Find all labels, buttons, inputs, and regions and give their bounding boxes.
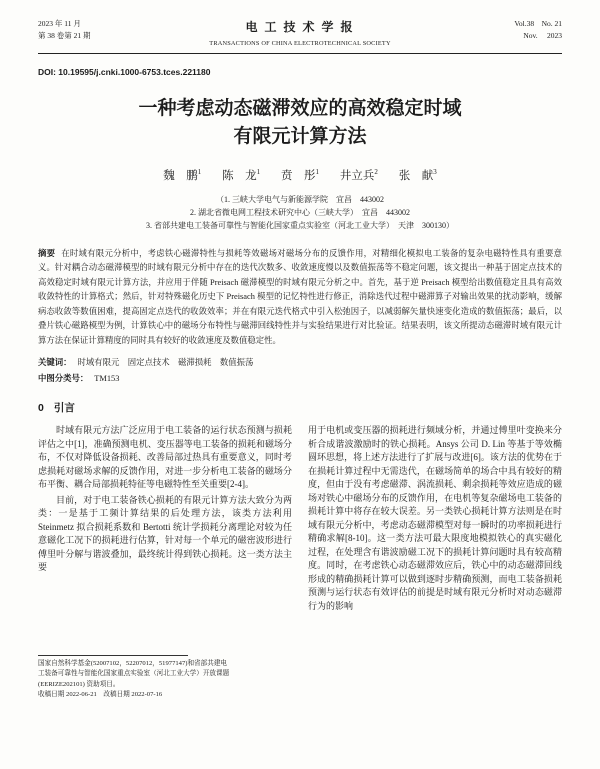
body-paragraph: 时域有限元方法广泛应用于电工装备的运行状态预测与损耗评估之中[1]，准确预测电机、变压器等电工装备的损耗和磁场分布，不仅对降低设备损耗、改善局部过热具有重要意义，同时考虑损耗对磁场求解的反馈作用，对进一步分析电工装备的磁场分布平衡、耦合局部损耗特征等电磁特性至关重要[2-4]。 bbox=[38, 425, 292, 489]
footnote-line: 国家自然科学基金(52007102，52207012，51977147)和省部共建电 bbox=[38, 660, 228, 668]
funding-footnote bbox=[38, 655, 292, 700]
issue-info-left bbox=[38, 18, 158, 41]
header-divider bbox=[38, 53, 562, 54]
author-list bbox=[38, 167, 562, 183]
paper-title-line1: 一种考虑动态磁滞效应的高效稳定时域 bbox=[138, 98, 462, 120]
journal-name-cn: 电 工 技 术 学 报 bbox=[245, 20, 355, 34]
author-name: 魏 鹏 bbox=[163, 170, 198, 183]
journal-name-en: TRANSACTIONS OF CHINA ELECTROTECHNICAL SOCIETY bbox=[209, 39, 391, 47]
issue-volume-cn: 第 38 卷第 21 期 bbox=[38, 30, 91, 40]
author-name: 贲 彤 bbox=[281, 170, 316, 183]
author bbox=[281, 170, 319, 182]
doi-line: DOI: 10.19595/j.cnki.1000-6753.tces.221180 bbox=[38, 67, 211, 78]
abstract-label: 摘要 bbox=[38, 247, 56, 258]
affiliation: 2. 湖北省微电网工程技术研究中心（三峡大学） 宜昌 443002 bbox=[190, 208, 410, 218]
paper-title-line2: 有限元计算方法 bbox=[233, 125, 367, 147]
body-column-left bbox=[38, 424, 292, 700]
journal-name-block bbox=[158, 18, 442, 48]
author bbox=[222, 170, 260, 182]
issue-month-en: Nov. 2023 bbox=[523, 30, 562, 40]
keywords-text: 时域有限元 固定点技术 磁滞损耗 数值振荡 bbox=[77, 358, 254, 367]
author bbox=[399, 170, 437, 182]
section-heading-introduction bbox=[38, 400, 562, 415]
footnote-divider bbox=[38, 655, 188, 656]
clc-number bbox=[38, 372, 562, 384]
author-name: 陈 龙 bbox=[222, 170, 257, 183]
clc-text: TM153 bbox=[94, 374, 120, 383]
footnote-line: (EERIZE202101) 资助项目。 bbox=[38, 680, 120, 688]
section-title: 引言 bbox=[53, 402, 75, 414]
keywords bbox=[38, 356, 562, 368]
author-name: 张 献 bbox=[398, 170, 434, 183]
footnote-dates: 收稿日期 2022-06-21 改稿日期 2022-07-16 bbox=[38, 690, 163, 698]
affiliation-list bbox=[38, 194, 562, 232]
left-column-paragraphs bbox=[38, 424, 292, 651]
author bbox=[340, 170, 378, 182]
author-affil-sup: 3 bbox=[433, 168, 437, 177]
issue-volume-en: Vol.38 No. 21 bbox=[514, 19, 562, 28]
footnote-line: 工装备可靠性与智能化国家重点实验室（河北工业大学）开放课题 bbox=[38, 670, 230, 678]
issue-info-right bbox=[442, 18, 562, 41]
body-paragraph: 目前，对于电工装备铁心损耗的有限元计算方法大致分为两类：一是基于工频计算结果的后处理方法，该类方法利用 Steinmetz 拟合损耗系数和 Bertotti 统计学损耗分离理论对较为任意磁化工况下的损耗进行估算，针对每一个单元的磁密波形进行傅里叶分解与谐波叠加，最终统计得到铁心损耗。这一类方法主要 bbox=[38, 494, 292, 572]
author-affil-sup: 1 bbox=[315, 168, 319, 177]
author-affil-sup: 1 bbox=[197, 168, 202, 177]
author-name: 井立兵 bbox=[339, 170, 375, 183]
author-affil-sup: 2 bbox=[374, 168, 378, 177]
abstract bbox=[38, 246, 562, 348]
issue-date: 2023 年 11 月 bbox=[38, 19, 81, 28]
running-head bbox=[38, 18, 562, 48]
keywords-label: 关键词： bbox=[38, 357, 72, 367]
author-affil-sup: 1 bbox=[256, 168, 261, 177]
section-number: 0 bbox=[38, 402, 44, 414]
body-columns bbox=[38, 424, 562, 700]
author bbox=[163, 170, 201, 182]
clc-label: 中图分类号： bbox=[38, 373, 89, 383]
body-column-right bbox=[308, 424, 562, 700]
affiliation: （1. 三峡大学电气与新能源学院 宜昌 443002 bbox=[216, 195, 384, 205]
paper-title bbox=[38, 95, 562, 150]
affiliation: 3. 省部共建电工装备可靠性与智能化国家重点实验室（河北工业大学） 天津 300130） bbox=[146, 221, 454, 231]
body-paragraph: 用于电机或变压器的损耗进行频域分析，并通过傅里叶变换来分析合成谐波激励时的铁心损耗。Ansys 公司 D. Lin 等基于等效椭圆环思想，将上述方法进行了扩展与改进[6]。该方法的优势在于在损耗计算过程中无需迭代，在磁场简单的场合中具有较好的精度，但由于没有考虑磁滞、涡流损耗、剩余损耗等效应造成的磁场对铁心中磁场分布的反馈作用，在电机等复杂磁场电工装备的损耗计算中将存在较大误差。另一类铁心损耗计算方法则是在时域有限元分析中，考虑动态磁滞模型对每一瞬时的功率损耗进行精确求解[8-10]。这一类方法可最大限度地模拟铁心的真实磁化过程，在处理含有谐波励磁工况下的损耗计算问题时具有较高精度。同时，在考虑铁心动态磁滞效应后，铁心中的动态磁滞回线形成的精确损耗计算可以做到逐时步精确预测，而电工装备损耗预测与运行状态有效评估的前提是时域有限元分析时对动态磁滞行为的影响 bbox=[308, 425, 562, 611]
abstract-text: 在时域有限元分析中，考虑铁心磁滞特性与损耗等效磁场对磁场分布的反馈作用，对精细化模拟电工装备的复杂电磁特性具有重要意义。针对耦合动态磁滞模型的时域有限元分析中存在的迭代次数多、收敛速度慢以及数值振荡等不稳定问题，该文提出一种基于固定点技术的高效稳定时域有限元计算方法，并应用于伴随 Preisach 磁滞模型的时域有限元分析之中。首先，基于逆 Preisach 模型给出数值稳定且具有高效收敛特性的计算格式；然后，针对特殊磁化历史下 Preisach 模型的记忆特性进行修正，消除迭代过程中磁滞算子对输出效果的扰动影响，缓解病态收敛等数值困难，提高固定点迭代的收敛效率；并在有限元迭代格式中引入松弛因子，以减弱解矢量快速变化造成的数值振荡；最后，以叠片铁心磁路模型为例，计算铁心中的磁场分布特性与磁滞回线特性并与实验结果进行对比验证。结果表明，该文所提动态磁滞时域有限元计算方法在保证计算精度的同时具有较好的收敛速度及数值稳定性。 bbox=[38, 248, 563, 345]
